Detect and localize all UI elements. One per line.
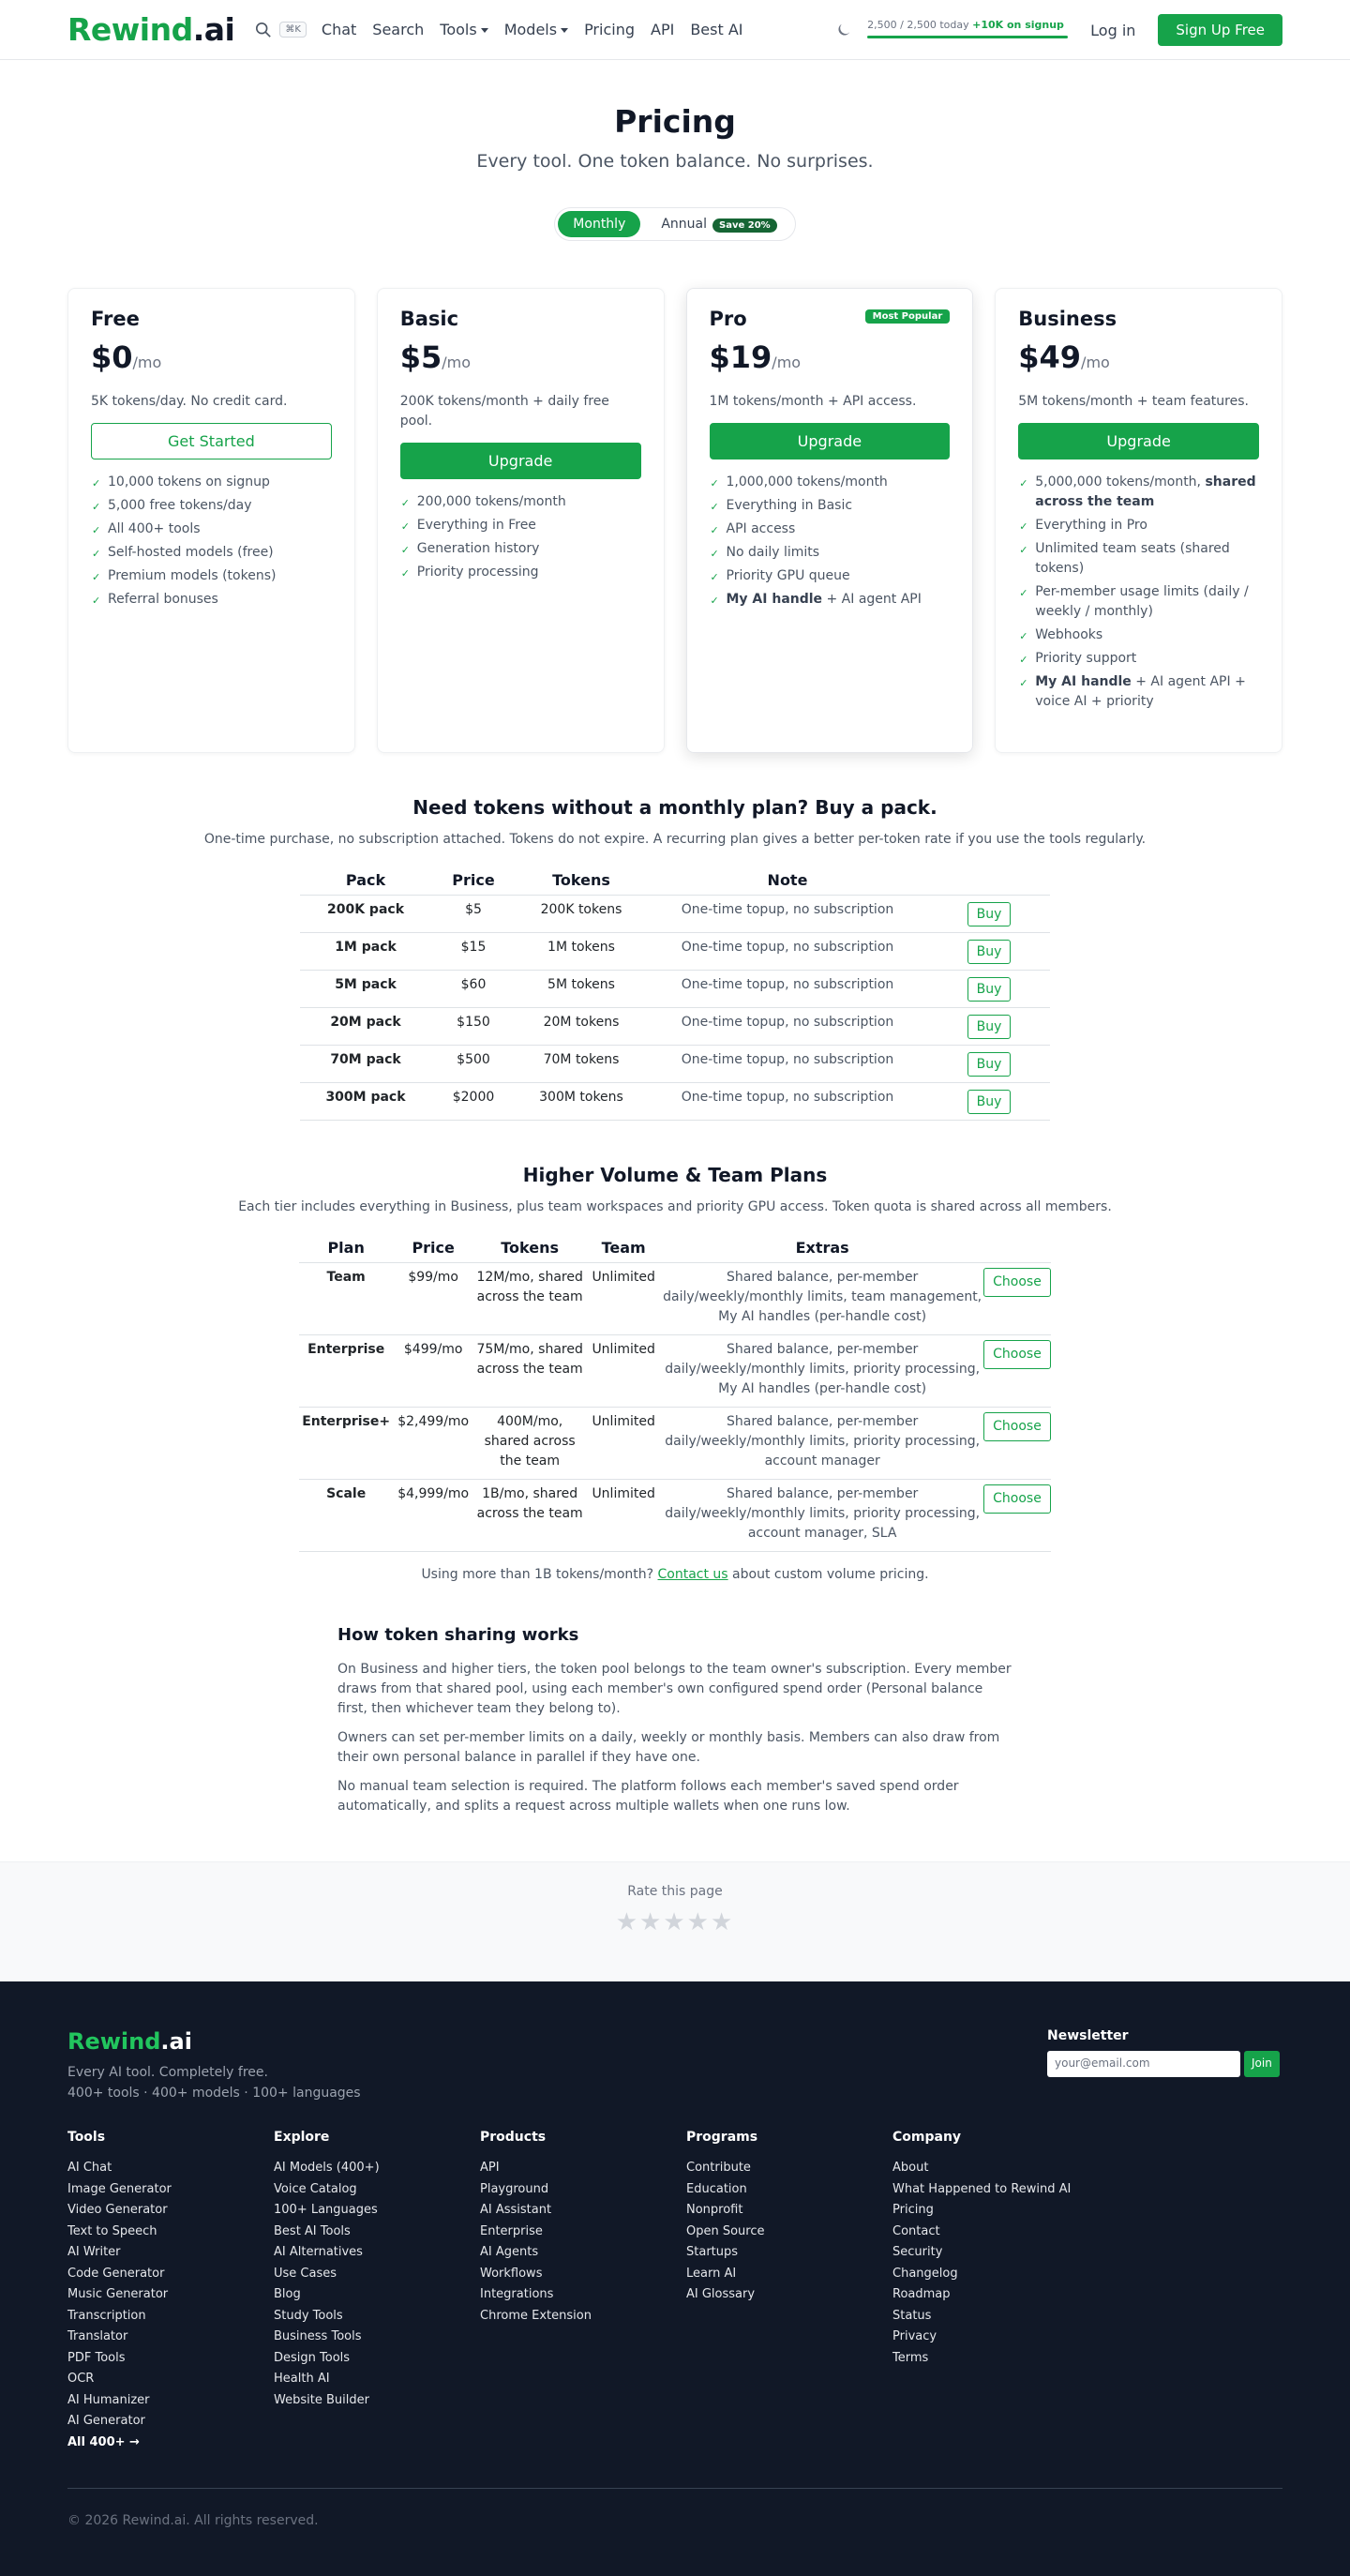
footer-link[interactable]: Chrome Extension (480, 2308, 592, 2323)
column-title: Company (892, 2130, 962, 2145)
price-amount: $0 (91, 339, 133, 375)
feature-item: ✓ Unlimited team seats (shared tokens) (1018, 539, 1259, 579)
upgrade-pro-button[interactable]: Upgrade (710, 423, 951, 459)
nav-best-ai[interactable]: Best AI (690, 21, 743, 38)
footer-link[interactable]: AI Models (400+) (274, 2161, 380, 2175)
plan-name: Business (1018, 308, 1118, 330)
nav-links (322, 21, 743, 38)
plan-price: $499/mo (393, 1335, 473, 1408)
footer-link[interactable]: Startups (686, 2245, 739, 2259)
pack-tokens: 5M tokens (516, 971, 647, 1008)
feature-item: ✓ No daily limits (710, 543, 951, 563)
plan-extras: Shared balance, per-member daily/weekly/monthly limits, priority processing, account manager, SLA (661, 1480, 983, 1552)
footer-link[interactable]: Use Cases (274, 2266, 338, 2281)
pack-price: $15 (431, 933, 516, 971)
footer-link[interactable]: AI Generator (68, 2414, 145, 2428)
table-row (300, 933, 1050, 971)
col-header: Extras (661, 1228, 983, 1263)
custom-pricing-note (0, 1567, 1350, 1582)
toggle-annual[interactable] (640, 211, 791, 237)
footer-link[interactable]: Contribute (686, 2161, 751, 2175)
col-header: Note (647, 860, 928, 896)
table-row (299, 1480, 1051, 1552)
column-title: Tools (68, 2130, 106, 2145)
feature-item (1018, 672, 1259, 712)
site-footer (0, 1981, 1350, 2576)
feature-item: ✓ Per-member usage limits (daily / weekly / monthly) (1018, 582, 1259, 622)
col-header: Price (393, 1228, 473, 1263)
footer-link[interactable]: Nonprofit (686, 2203, 743, 2217)
plan-price (710, 339, 951, 375)
toggle-annual-label: Annual (661, 217, 708, 232)
nav-pricing[interactable]: Pricing (584, 21, 635, 38)
footer-link[interactable]: Business Tools (274, 2329, 362, 2343)
nav-tools-dropdown[interactable]: Tools (440, 21, 488, 38)
footer-link[interactable]: AI Assistant (480, 2203, 552, 2217)
all-tools-link[interactable]: All 400+ → (68, 2434, 140, 2449)
table-row (300, 1008, 1050, 1046)
table-row (299, 1408, 1051, 1480)
table-row (300, 1083, 1050, 1121)
feature-text: 5,000,000 tokens/month, (1035, 475, 1206, 490)
feature-item: ✓ Priority processing (400, 563, 641, 582)
table-row (300, 1046, 1050, 1083)
footer-link[interactable]: Enterprise (480, 2223, 543, 2238)
plan-price (91, 339, 332, 375)
login-link[interactable]: Log in (1090, 21, 1136, 39)
feature-item: ✓ 10,000 tokens on signup (91, 473, 332, 492)
token-quota (867, 19, 1068, 38)
feature-item: ✓ Everything in Free (400, 516, 641, 535)
plan-card-pro (686, 288, 974, 753)
plan-action (983, 1408, 1051, 1480)
pack-name: 70M pack (300, 1046, 431, 1083)
col-header: Tokens (516, 860, 647, 896)
nav-chat[interactable]: Chat (321, 21, 357, 38)
pack-tokens: 20M tokens (516, 1008, 647, 1046)
most-popular-badge: Most Popular (865, 309, 951, 324)
choose-button[interactable]: Choose (983, 1412, 1051, 1441)
col-header: Price (431, 860, 516, 896)
plan-price: $2,499/mo (393, 1408, 473, 1480)
feature-list (91, 473, 332, 610)
footer-link[interactable]: AI Glossary (686, 2287, 756, 2301)
footer-link[interactable]: AI Writer (68, 2245, 121, 2259)
footer-column-tools (68, 2130, 274, 2453)
col-header: Tokens (473, 1228, 586, 1263)
feature-item: ✓ Everything in Basic (710, 496, 951, 516)
feature-item: ✓ All 400+ tools (91, 520, 332, 539)
billing-toggle (554, 207, 795, 241)
pack-price: $500 (431, 1046, 516, 1083)
price-period: /mo (132, 354, 162, 371)
pack-price: $5 (431, 896, 516, 933)
pack-action (928, 1008, 1050, 1046)
plan-extras: Shared balance, per-member daily/weekly/monthly limits, priority processing, My AI handles (per-handle cost) (661, 1335, 983, 1408)
feature-item: ✓ Everything in Pro (1018, 516, 1259, 535)
pack-price: $60 (431, 971, 516, 1008)
upgrade-basic-button[interactable]: Upgrade (400, 443, 641, 479)
plan-name: Enterprise (299, 1335, 393, 1408)
section-subtitle: One-time purchase, no subscription attached. Tokens do not expire. A recurring plan gives a better per-token rate if you use the tools regularly. (203, 832, 1147, 847)
nav-search[interactable]: Search (372, 21, 425, 38)
footer-link[interactable]: Playground (480, 2181, 549, 2196)
star-icon[interactable]: ★ (615, 1908, 640, 1936)
footer-link[interactable]: Study Tools (274, 2308, 343, 2323)
buy-button[interactable]: Buy (968, 902, 1012, 926)
plan-description: 5K tokens/day. No credit card. (91, 394, 288, 409)
plan-extras: Shared balance, per-member daily/weekly/monthly limits, priority processing, account manager (661, 1408, 983, 1480)
footer-column-company (892, 2130, 1099, 2453)
buy-button[interactable]: Buy (968, 1052, 1012, 1077)
star-icon[interactable]: ★ (639, 1908, 664, 1936)
token-packs-section (0, 796, 1350, 1121)
footer-link[interactable]: PDF Tools (68, 2350, 126, 2365)
plan-name: Team (299, 1263, 393, 1335)
token-sharing-explainer (338, 1625, 1012, 1816)
feature-item: ✓ Priority support (1018, 649, 1259, 669)
star-icon[interactable]: ★ (663, 1908, 687, 1936)
pack-name: 300M pack (300, 1083, 431, 1121)
footer-link[interactable]: Code Generator (68, 2266, 165, 2281)
toggle-monthly[interactable]: Monthly (558, 211, 640, 237)
price-period: /mo (442, 354, 472, 371)
footer-link[interactable]: Blog (274, 2287, 301, 2301)
feature-bold: shared across the team (1035, 475, 1256, 509)
plan-tokens: 1B/mo, shared across the team (473, 1480, 586, 1552)
footer-link[interactable]: AI Chat (68, 2161, 112, 2175)
table-row (300, 971, 1050, 1008)
plan-description: 1M tokens/month + API access. (709, 394, 917, 409)
nav-models-dropdown[interactable]: Models (504, 21, 568, 38)
plan-action (983, 1263, 1051, 1335)
plan-card-basic (377, 288, 665, 753)
pack-name: 20M pack (300, 1008, 431, 1046)
plan-team: Unlimited (586, 1263, 661, 1335)
col-header: Pack (300, 860, 431, 896)
plan-cards (0, 288, 1350, 753)
column-title: Programs (686, 2130, 758, 2145)
site-logo[interactable] (68, 11, 234, 48)
column-title: Explore (274, 2130, 330, 2145)
custom-post: about custom volume pricing. (728, 1567, 929, 1582)
footer-link[interactable]: Video Generator (68, 2203, 168, 2217)
feature-item: ✓ Priority GPU queue (710, 566, 951, 586)
feature-item: ✓ Generation history (400, 539, 641, 559)
plan-price (400, 339, 641, 375)
footer-link[interactable]: Workflows (480, 2266, 543, 2281)
pack-price: $2000 (431, 1083, 516, 1121)
feature-item: ✓ API access (710, 520, 951, 539)
price-amount: $49 (1018, 339, 1082, 375)
footer-link[interactable]: OCR (68, 2372, 95, 2386)
feature-item: ✓ Webhooks (1018, 625, 1259, 645)
pack-name: 200K pack (300, 896, 431, 933)
footer-link[interactable]: Education (686, 2181, 747, 2196)
feature-item (1018, 473, 1259, 512)
footer-link[interactable]: AI Humanizer (68, 2392, 150, 2407)
pricing-hero (0, 60, 1350, 241)
column-title: Products (480, 2130, 547, 2145)
save-badge: Save 20% (712, 218, 777, 233)
feature-item: ✓ 5,000 free tokens/day (91, 496, 332, 516)
footer-link[interactable]: 100+ Languages (274, 2203, 378, 2217)
footer-link[interactable]: Security (892, 2245, 943, 2259)
price-amount: $5 (399, 339, 442, 375)
plan-name: Enterprise+ (299, 1408, 393, 1480)
pack-tokens: 1M tokens (516, 933, 647, 971)
plan-tokens: 400M/mo, shared across the team (473, 1408, 586, 1480)
footer-link[interactable]: Terms (892, 2350, 929, 2365)
buy-button[interactable]: Buy (968, 1090, 1012, 1114)
plan-price: $4,999/mo (393, 1480, 473, 1552)
quota-text: 2,500 / 2,500 today (867, 18, 969, 31)
pack-tokens: 200K tokens (516, 896, 647, 933)
pack-name: 5M pack (300, 971, 431, 1008)
plan-team: Unlimited (586, 1335, 661, 1408)
buy-button[interactable]: Buy (968, 940, 1012, 964)
plan-team: Unlimited (586, 1408, 661, 1480)
plan-tokens: 75M/mo, shared across the team (473, 1335, 586, 1408)
get-started-button[interactable]: Get Started (91, 423, 332, 459)
search-icon[interactable] (255, 22, 272, 38)
buy-button[interactable]: Buy (968, 1015, 1012, 1039)
custom-pre: Using more than 1B tokens/month? (421, 1567, 658, 1582)
explainer-paragraph: On Business and higher tiers, the token pool belongs to the team owner's subscription. Every member draws from that shared pool, using each member's own configured spend order (Personal balance first, then whichever team they belong to). (338, 1662, 1012, 1716)
tagline: Every AI tool. Completely free. (68, 2065, 268, 2080)
upgrade-business-button[interactable]: Upgrade (1018, 423, 1259, 459)
star-rating (0, 1908, 1350, 1936)
plan-name: Pro (709, 308, 747, 330)
pack-tokens: 70M tokens (516, 1046, 647, 1083)
feature-list (710, 473, 951, 610)
section-subtitle: Each tier includes everything in Business, plus team workspaces and priority GPU access. Token quota is shared across all members. (238, 1199, 1112, 1214)
plan-action (983, 1480, 1051, 1552)
choose-button[interactable]: Choose (983, 1268, 1051, 1297)
feature-rest: + AI agent API + voice AI + priority (1035, 674, 1246, 709)
footer-link[interactable]: Design Tools (274, 2350, 351, 2365)
team-plans-table (299, 1228, 1051, 1552)
feature-list (1018, 473, 1259, 712)
plan-action (983, 1335, 1051, 1408)
footer-link[interactable]: Text to Speech (68, 2223, 158, 2238)
footer-link[interactable]: Best AI Tools (274, 2223, 351, 2238)
pack-note: One-time topup, no subscription (647, 971, 928, 1008)
plan-description: 5M tokens/month + team features. (1018, 394, 1249, 409)
quota-bonus: +10K on signup (972, 18, 1064, 31)
pack-action (928, 1046, 1050, 1083)
price-amount: $19 (709, 339, 772, 375)
plan-description: 200K tokens/month + daily free pool. (399, 394, 609, 429)
footer-link[interactable]: Open Source (686, 2223, 765, 2238)
table-row (299, 1335, 1051, 1408)
feature-item: ✓ 1,000,000 tokens/month (710, 473, 951, 492)
col-header: Plan (299, 1228, 393, 1263)
feature-bold: My AI handle (1035, 674, 1132, 689)
explainer-title: How token sharing works (338, 1625, 579, 1645)
top-nav (0, 0, 1350, 60)
logo-main: Rewind (68, 11, 193, 48)
footer-link[interactable]: Status (892, 2308, 932, 2323)
footer-link[interactable]: Contact (892, 2223, 940, 2238)
feature-list (400, 492, 641, 582)
footer-link[interactable]: About (892, 2161, 929, 2175)
plan-name: Basic (399, 308, 459, 330)
newsletter-title: Newsletter (1047, 2028, 1129, 2043)
nav-right (835, 0, 1282, 60)
pack-note: One-time topup, no subscription (647, 896, 928, 933)
logo-suffix: .ai (192, 11, 235, 48)
feature-item (710, 590, 951, 610)
footer-link[interactable]: Changelog (892, 2266, 958, 2281)
footer-column-explore (274, 2130, 480, 2453)
pack-action (928, 896, 1050, 933)
newsletter-join-button[interactable]: Join (1244, 2051, 1280, 2077)
page-title: Pricing (614, 103, 736, 140)
plan-card-free (68, 288, 355, 753)
signup-button[interactable]: Sign Up Free (1158, 14, 1282, 46)
packs-table (300, 860, 1050, 1121)
plan-name: Scale (299, 1480, 393, 1552)
table-row (299, 1263, 1051, 1335)
nav-api[interactable]: API (651, 21, 675, 38)
plan-price: $99/mo (393, 1263, 473, 1335)
footer-link[interactable]: Learn AI (686, 2266, 737, 2281)
team-plans-section (0, 1164, 1350, 1582)
price-period: /mo (772, 354, 802, 371)
stats: 400+ tools · 400+ models · 100+ languages (68, 2086, 361, 2101)
footer-link[interactable]: AI Alternatives (274, 2245, 363, 2259)
footer-link[interactable]: API (480, 2161, 500, 2175)
pack-action (928, 971, 1050, 1008)
pack-action (928, 1083, 1050, 1121)
plan-price (1018, 339, 1259, 375)
footer-link[interactable]: Voice Catalog (274, 2181, 357, 2196)
footer-link[interactable]: Privacy (892, 2329, 938, 2343)
newsletter-email-input[interactable]: your@email.com (1047, 2051, 1240, 2077)
pack-note: One-time topup, no subscription (647, 933, 928, 971)
footer-link[interactable]: AI Agents (480, 2245, 539, 2259)
footer-logo-suffix: .ai (160, 2028, 192, 2055)
footer-columns (68, 2130, 1282, 2453)
search-shortcut: ⌘K (279, 22, 307, 38)
quota-progress-bar (867, 36, 1068, 38)
page-subtitle: Every tool. One token balance. No surprises. (476, 151, 874, 172)
plan-card-business (995, 288, 1282, 753)
pack-price: $150 (431, 1008, 516, 1046)
moon-icon[interactable] (835, 22, 852, 38)
feature-bold: My AI handle (726, 592, 823, 607)
feature-item: ✓ 200,000 tokens/month (400, 492, 641, 512)
contact-us-link[interactable]: Contact us (657, 1567, 728, 1582)
price-period: /mo (1081, 354, 1110, 371)
pack-note: One-time topup, no subscription (647, 1083, 928, 1121)
plan-name: Free (91, 308, 140, 330)
copyright: © 2026 Rewind.ai. All rights reserved. (68, 2488, 1282, 2528)
footer-link[interactable]: Transcription (68, 2308, 146, 2323)
footer-column-products (480, 2130, 686, 2453)
explainer-paragraph: Owners can set per-member limits on a daily, weekly or monthly basis. Members can also draw from their own personal balance in parallel if they have one. (338, 1730, 1000, 1765)
feature-item: ✓ Premium models (tokens) (91, 566, 332, 586)
section-title: Higher Volume & Team Plans (522, 1164, 828, 1186)
plan-extras: Shared balance, per-member daily/weekly/monthly limits, team management, My AI handles (per-handle cost) (661, 1263, 983, 1335)
feature-rest: + AI agent API (822, 592, 922, 607)
buy-button[interactable]: Buy (968, 977, 1012, 1002)
footer-link[interactable]: Music Generator (68, 2287, 169, 2301)
footer-link[interactable]: Image Generator (68, 2181, 172, 2196)
newsletter (1047, 2028, 1282, 2077)
col-header-empty (983, 1228, 1051, 1263)
rate-label: Rate this page (627, 1884, 723, 1899)
pack-note: One-time topup, no subscription (647, 1046, 928, 1083)
footer-link[interactable]: Website Builder (274, 2392, 369, 2407)
col-header: Team (586, 1228, 661, 1263)
pack-action (928, 933, 1050, 971)
choose-button[interactable]: Choose (983, 1340, 1051, 1369)
choose-button[interactable]: Choose (983, 1484, 1051, 1514)
footer-link[interactable]: Integrations (480, 2287, 554, 2301)
explainer-paragraph: No manual team selection is required. The platform follows each member's saved spend order automatically, and splits a request across multiple wallets when one runs low. (338, 1779, 959, 1814)
feature-item: ✓ Self-hosted models (free) (91, 543, 332, 563)
plan-team: Unlimited (586, 1480, 661, 1552)
footer-link[interactable]: What Happened to Rewind AI (892, 2181, 1072, 2196)
pack-tokens: 300M tokens (516, 1083, 647, 1121)
footer-logo-main: Rewind (68, 2028, 161, 2055)
footer-link[interactable]: Health AI (274, 2372, 330, 2386)
star-icon[interactable]: ★ (710, 1908, 735, 1936)
rate-page-section (0, 1861, 1350, 1981)
footer-column-programs (686, 2130, 892, 2453)
feature-item: ✓ Referral bonuses (91, 590, 332, 610)
footer-link[interactable]: Pricing (892, 2203, 934, 2217)
pack-note: One-time topup, no subscription (647, 1008, 928, 1046)
section-title: Need tokens without a monthly plan? Buy a pack. (412, 796, 938, 819)
pack-name: 1M pack (300, 933, 431, 971)
footer-link[interactable]: Roadmap (892, 2287, 951, 2301)
col-header-empty (928, 860, 1050, 896)
star-icon[interactable]: ★ (686, 1908, 711, 1936)
footer-link[interactable]: Translator (68, 2329, 128, 2343)
plan-tokens: 12M/mo, shared across the team (473, 1263, 586, 1335)
table-row (300, 896, 1050, 933)
